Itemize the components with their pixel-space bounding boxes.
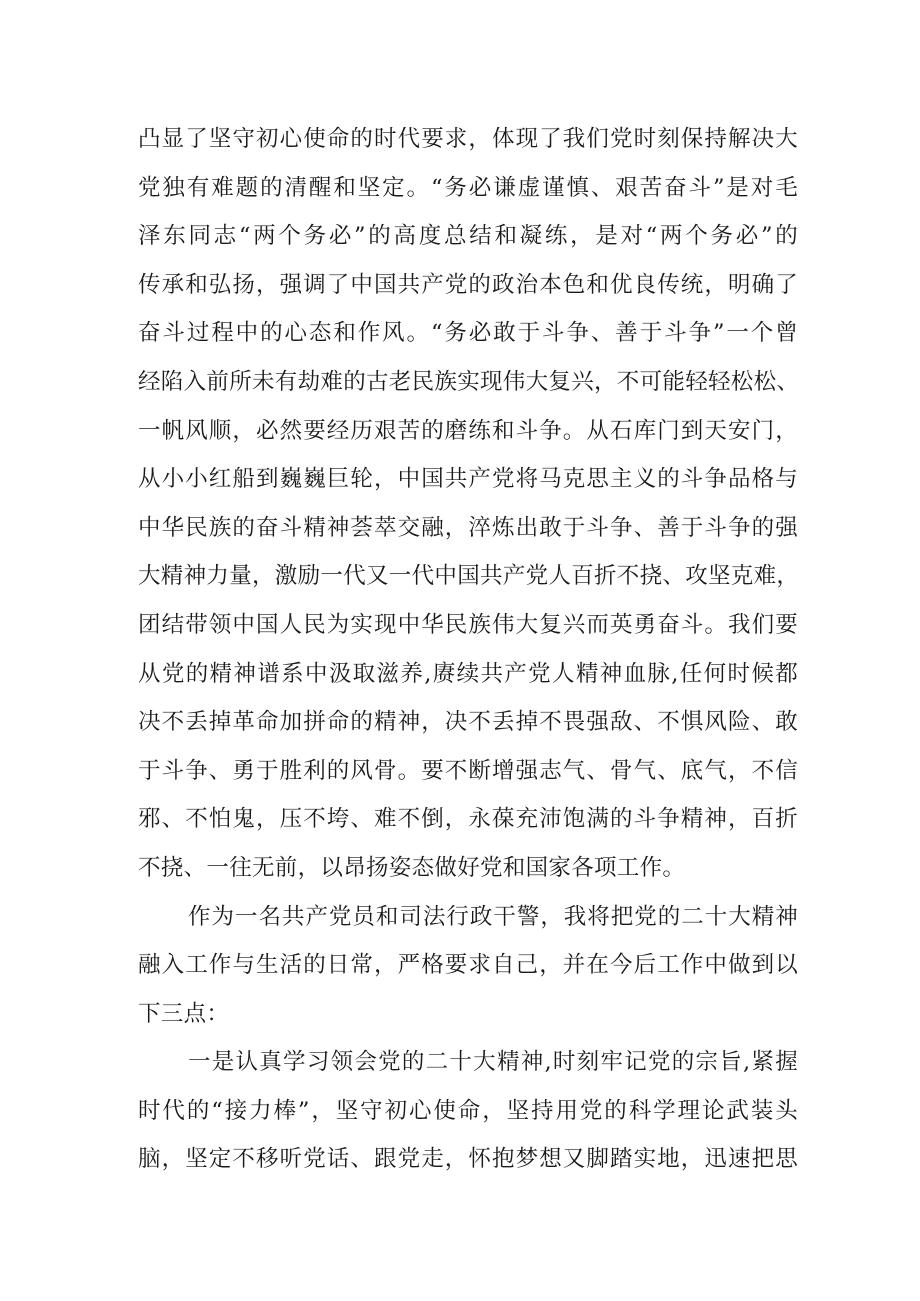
text-line: 决不丢掉革命加拼命的精神，决不丢掉不畏强敌、不惧风险、敢 — [138, 709, 798, 736]
text-line: 从小小红船到巍巍巨轮，中国共产党将马克思主义的斗争品格与 — [138, 466, 798, 493]
text-line: 中华民族的奋斗精神荟萃交融，淬炼出敢于斗争、善于斗争的强 — [138, 514, 798, 541]
text-line: 泽东同志“两个务必”的高度总结和凝练，是对“两个务必”的 — [138, 223, 798, 250]
text-line: 邪、不怕鬼，压不垮、难不倒，永葆充沛饱满的斗争精神，百折 — [138, 806, 798, 833]
text-line: 一帆风顺，必然要经历艰苦的磨练和斗争。从石库门到天安门， — [138, 417, 798, 444]
text-line: 凸显了坚守初心使命的时代要求，体现了我们党时刻保持解决大 — [138, 126, 798, 152]
paragraph-start-line: 一是认真学习领会党的二十大精神,时刻牢记党的宗旨,紧握 — [188, 1049, 798, 1076]
text-line: 大精神力量，激励一代又一代中国共产党人百折不挠、攻坚克难， — [138, 563, 800, 590]
text-line: 融入工作与生活的日常，严格要求自己，并在今后工作中做到以 — [138, 952, 798, 979]
text-line: 传承和弘扬，强调了中国共产党的政治本色和优良传统，明确了 — [138, 271, 798, 298]
text-line: 于斗争、勇于胜利的风骨。要不断增强志气、骨气、底气，不信 — [138, 757, 798, 784]
text-line: 时代的“接力棒”，坚守初心使命，坚持用党的科学理论武装头 — [138, 1097, 798, 1124]
paragraph-start-line: 作为一名共产党员和司法行政干警，我将把党的二十大精神 — [188, 903, 798, 930]
body-text — [138, 115, 798, 1184]
text-line: 从党的精神谱系中汲取滋养,赓续共产党人精神血脉,任何时候都 — [138, 660, 798, 687]
text-line: 党独有难题的清醒和坚定。“务必谦虚谨慎、艰苦奋斗”是对毛 — [138, 174, 798, 201]
text-line: 不挠、一往无前，以昂扬姿态做好党和国家各项工作。 — [138, 854, 686, 881]
text-line: 团结带领中国人民为实现中华民族伟大复兴而英勇奋斗。我们要 — [138, 611, 798, 638]
text-line: 经陷入前所未有劫难的古老民族实现伟大复兴，不可能轻轻松松、 — [138, 368, 800, 395]
text-line: 奋斗过程中的心态和作风。“务必敢于斗争、善于斗争”一个曾 — [138, 320, 798, 347]
text-line: 下三点： — [138, 1000, 230, 1027]
text-line: 脑，坚定不移听党话、跟党走，怀抱梦想又脚踏实地，迅速把思 — [138, 1146, 798, 1173]
